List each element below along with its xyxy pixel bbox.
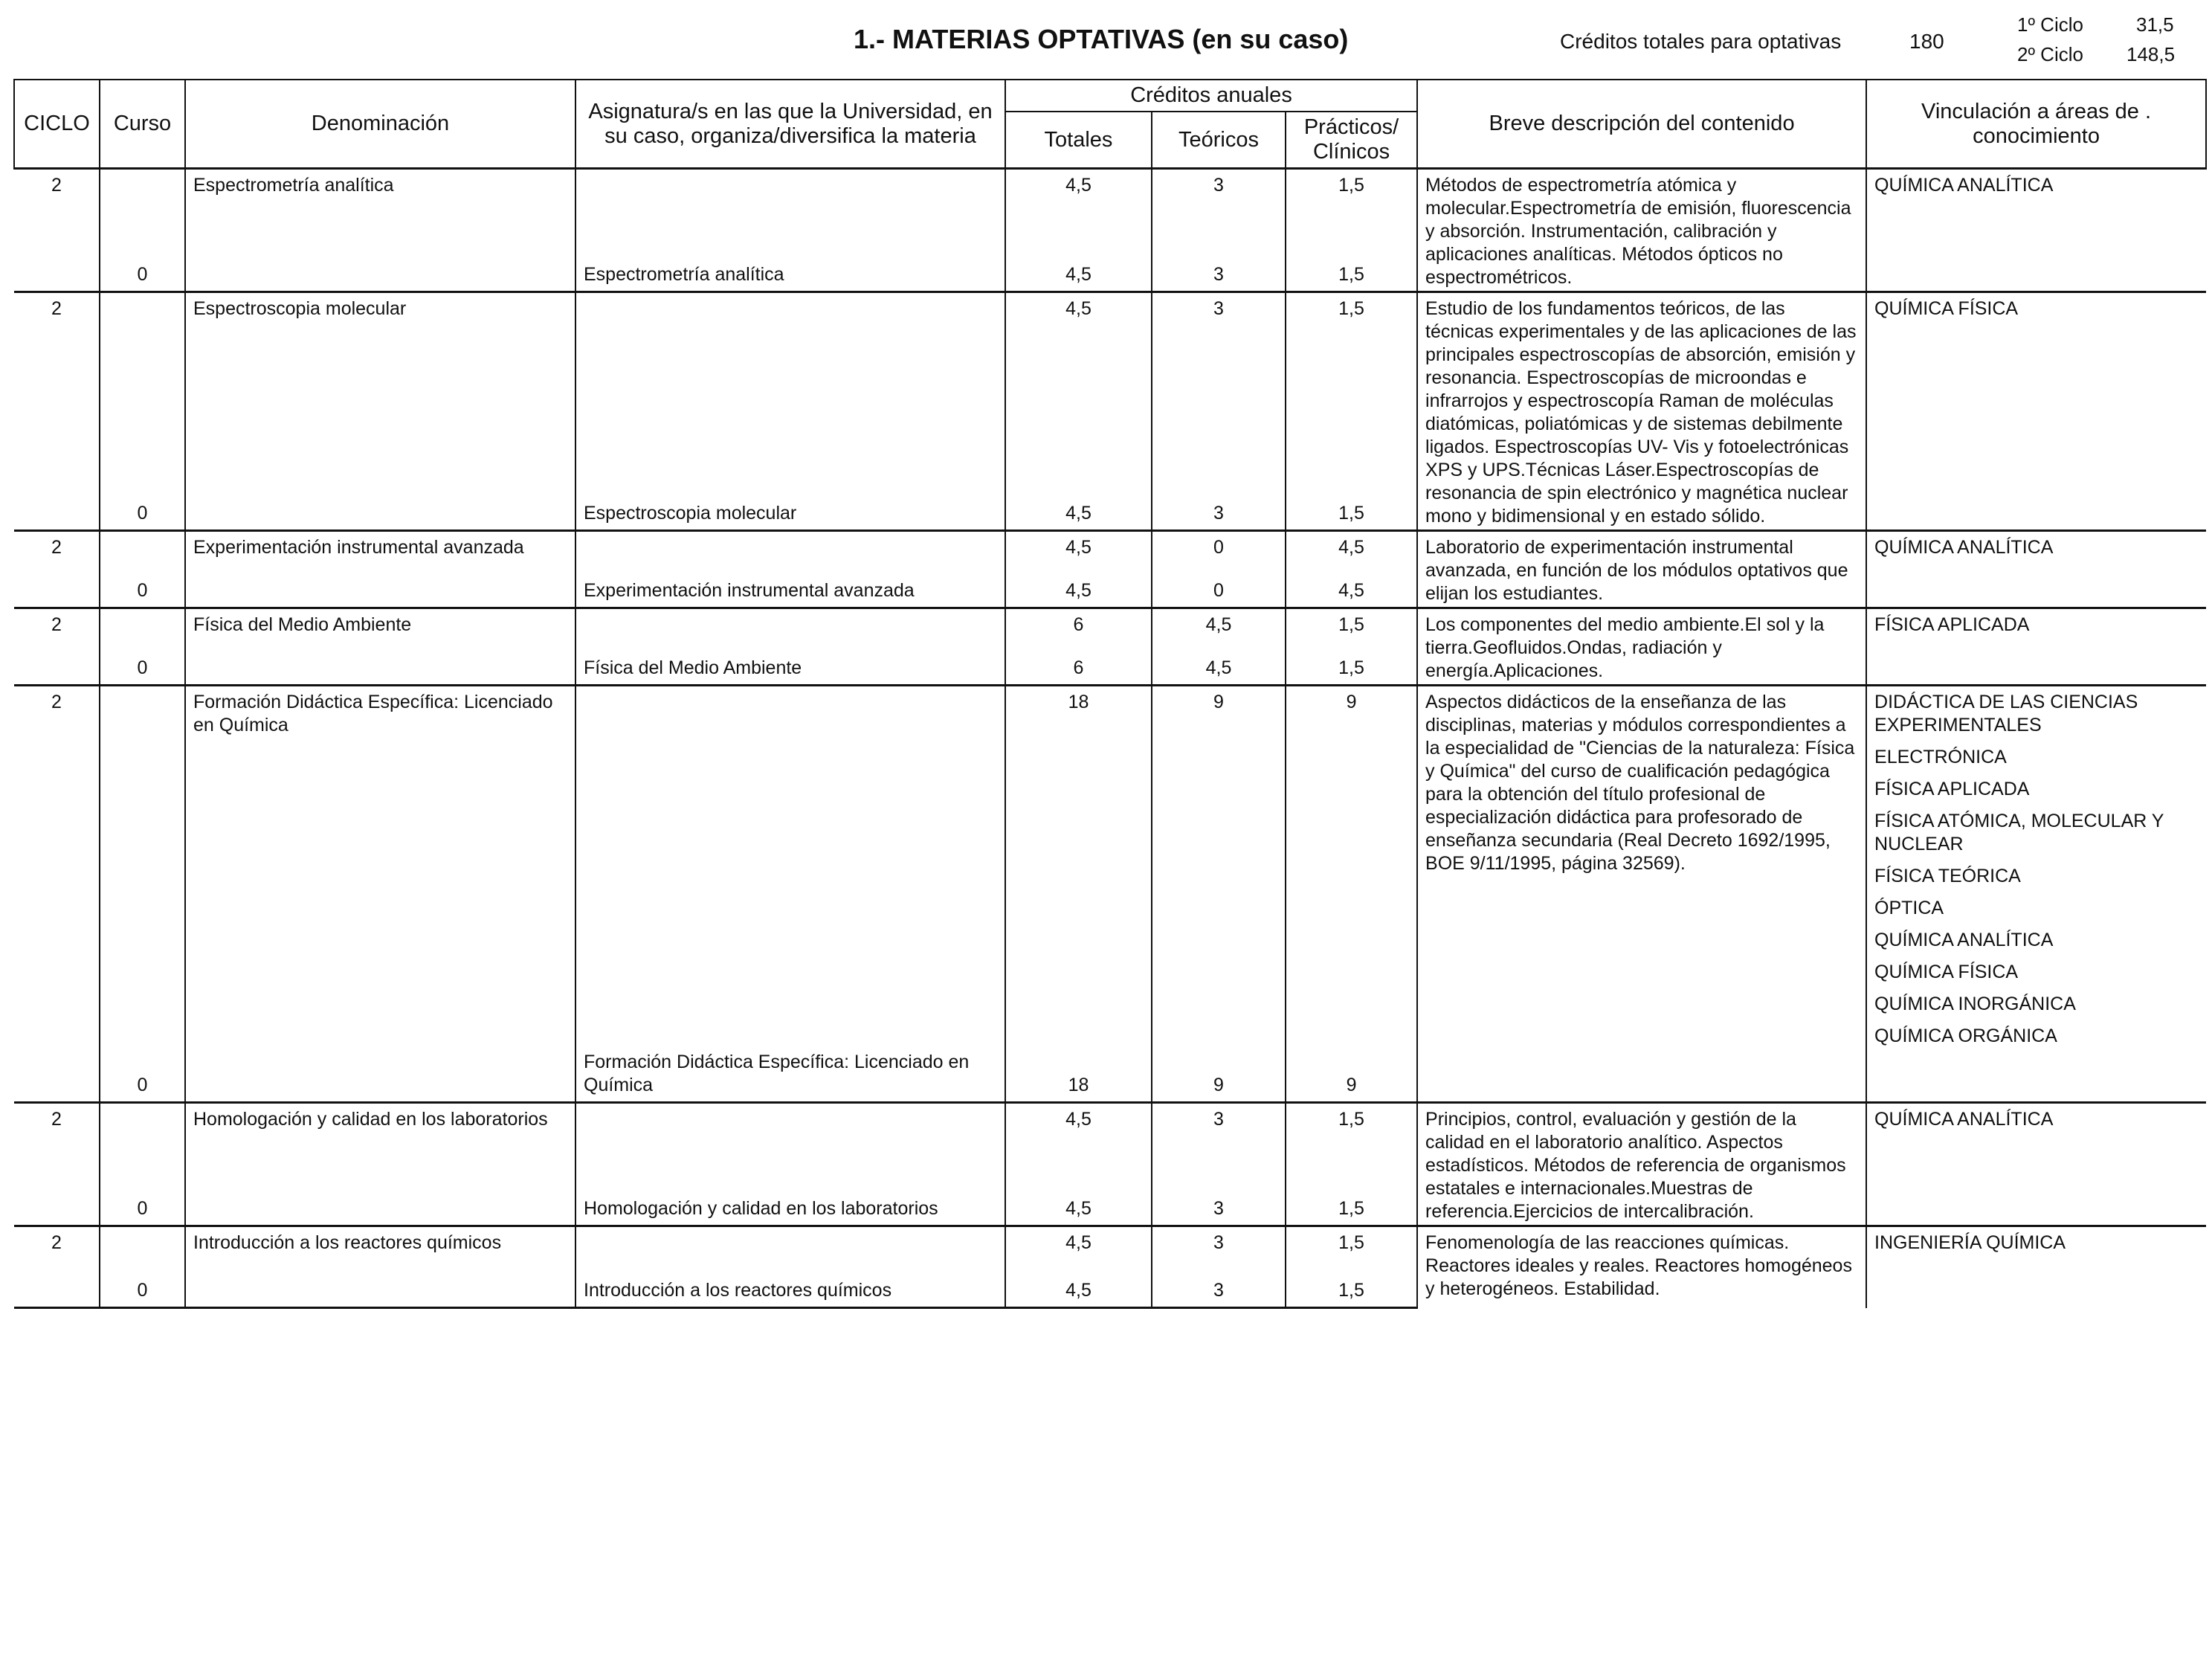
teoricos-cell: 3 (1152, 1226, 1286, 1257)
sub-teoricos-cell: 3 (1152, 255, 1286, 292)
ciclo-cell: 2 (14, 1226, 100, 1257)
asignatura-cell (575, 1103, 1005, 1197)
credits-label: Créditos totales para optativas (1560, 30, 1842, 53)
asignatura-cell (575, 1226, 1005, 1257)
sub-ciclo-cell (14, 1196, 100, 1226)
col-creditos-anuales: Créditos anuales (1005, 80, 1417, 112)
area-item: ELECTRÓNICA (1874, 747, 2007, 767)
practicos-cell: 4,5 (1286, 531, 1417, 579)
curso-cell (100, 292, 185, 501)
sub-ciclo-cell (14, 655, 100, 686)
sub-curso-cell: 0 (100, 1256, 185, 1308)
totales-cell: 6 (1005, 608, 1152, 656)
areas-cell (1866, 292, 2206, 531)
denominacion-cell: Formación Didáctica Específica: Licenciado en Química (185, 686, 575, 739)
sub-practicos-cell: 1,5 (1286, 255, 1417, 292)
table-row (14, 608, 2206, 656)
area-item: QUÍMICA ANALÍTICA (1874, 930, 2054, 950)
col-totales: Totales (1005, 112, 1152, 169)
col-practicos: Prácticos/ Clínicos (1286, 112, 1417, 169)
curso-cell (100, 686, 185, 739)
descripcion-cell: Los componentes del medio ambiente.El sol y la tierra.Geofluidos.Ondas, radiación y energía.Aplicaciones. (1417, 608, 1866, 686)
ciclo-cell: 2 (14, 608, 100, 656)
sub-teoricos-cell: 0 (1152, 578, 1286, 608)
curso-cell (100, 1226, 185, 1257)
totales-cell: 18 (1005, 686, 1152, 739)
sub-ciclo-cell (14, 255, 100, 292)
asignatura-cell (575, 686, 1005, 739)
sub-totales-cell: 18 (1005, 738, 1152, 1103)
ciclo-cell: 2 (14, 686, 100, 739)
sub-denominacion-cell (185, 738, 575, 1103)
curso-cell (100, 1103, 185, 1197)
practicos-cell: 1,5 (1286, 169, 1417, 256)
area-item: QUÍMICA FÍSICA (1874, 298, 2019, 319)
teoricos-cell: 3 (1152, 169, 1286, 256)
col-denominacion: Denominación (185, 80, 575, 169)
ciclo-cell: 2 (14, 169, 100, 256)
col-descripcion: Breve descripción del contenido (1417, 80, 1866, 169)
areas-cell (1866, 608, 2206, 686)
descripcion-cell: Métodos de espectrometría atómica y molecular.Espectrometría de emisión, fluorescencia y absorción. Instrumentación, calibración y aplicaciones analíticas. Métodos ópticos no espectrométricos. (1417, 169, 1866, 292)
sub-denominacion-cell (185, 1256, 575, 1308)
sub-denominacion-cell (185, 255, 575, 292)
cycle-2-value: 148,5 (2126, 43, 2176, 65)
sub-teoricos-cell: 3 (1152, 1196, 1286, 1226)
ciclo-cell: 2 (14, 292, 100, 501)
sub-totales-cell: 4,5 (1005, 1196, 1152, 1226)
areas-cell (1866, 686, 2206, 1103)
descripcion-cell: Estudio de los fundamentos teóricos, de las técnicas experimentales y de las aplicaciones de las principales espectroscopías de absorción, emisión y resonancia. Espectroscopías de microondas e infrarrojos y espectroscopía Raman de moléculas diatómicas, poliatómicas y de sistemas debilmente ligados. Espectroscopías UV- Vis y fotoelectrónicas XPS y UPS.Técnicas Láser.Espectroscopías de resonancia de spin electrónico y magnética nuclear mono y bidimensional y en estado sólido. (1417, 292, 1866, 531)
practicos-cell: 9 (1286, 686, 1417, 739)
area-item: ÓPTICA (1874, 898, 1944, 918)
sub-teoricos-cell: 3 (1152, 500, 1286, 531)
ciclo-cell: 2 (14, 1103, 100, 1197)
denominacion-cell: Física del Medio Ambiente (185, 608, 575, 656)
sub-totales-cell: 4,5 (1005, 500, 1152, 531)
practicos-cell: 1,5 (1286, 1226, 1417, 1257)
asignatura-cell (575, 608, 1005, 656)
table-row (14, 292, 2206, 501)
area-item: FÍSICA APLICADA (1874, 614, 2030, 635)
areas-cell (1866, 1103, 2206, 1226)
sub-asignatura-cell: Formación Didáctica Específica: Licenciado en Química (575, 738, 1005, 1103)
optativas-table (13, 79, 2207, 1309)
areas-cell (1866, 1226, 2206, 1308)
asignatura-cell (575, 169, 1005, 256)
curso-cell (100, 531, 185, 579)
denominacion-cell: Homologación y calidad en los laboratorios (185, 1103, 575, 1197)
sub-curso-cell: 0 (100, 738, 185, 1103)
curso-cell (100, 608, 185, 656)
denominacion-cell: Espectroscopia molecular (185, 292, 575, 501)
table-row (14, 686, 2206, 739)
table-row (14, 1226, 2206, 1257)
totales-cell: 4,5 (1005, 292, 1152, 501)
sub-asignatura-cell: Introducción a los reactores químicos (575, 1256, 1005, 1308)
totales-cell: 4,5 (1005, 1103, 1152, 1197)
document-sheet (13, 13, 2205, 1672)
areas-cell (1866, 531, 2206, 608)
totales-cell: 4,5 (1005, 531, 1152, 579)
sub-totales-cell: 4,5 (1005, 578, 1152, 608)
asignatura-cell (575, 292, 1005, 501)
sub-practicos-cell: 4,5 (1286, 578, 1417, 608)
sub-practicos-cell: 1,5 (1286, 500, 1417, 531)
area-item: DIDÁCTICA DE LAS CIENCIAS EXPERIMENTALES (1874, 692, 2138, 735)
sub-curso-cell: 0 (100, 255, 185, 292)
asignatura-cell (575, 531, 1005, 579)
sub-ciclo-cell (14, 500, 100, 531)
teoricos-cell: 3 (1152, 1103, 1286, 1197)
sub-asignatura-cell: Homologación y calidad en los laboratorios (575, 1196, 1005, 1226)
area-item: FÍSICA TEÓRICA (1874, 866, 2021, 886)
descripcion-cell: Principios, control, evaluación y gestión de la calidad en el laboratorio analítico. Aspectos estadísticos. Métodos de referencia de organismos estatales e internacionales.Muestras de referencia.Ejercicios de intercalibración. (1417, 1103, 1866, 1226)
sub-totales-cell: 4,5 (1005, 255, 1152, 292)
ciclo-cell: 2 (14, 531, 100, 579)
sub-curso-cell: 0 (100, 1196, 185, 1226)
sub-asignatura-cell: Experimentación instrumental avanzada (575, 578, 1005, 608)
sub-asignatura-cell: Espectroscopia molecular (575, 500, 1005, 531)
sub-totales-cell: 4,5 (1005, 1256, 1152, 1308)
sub-curso-cell: 0 (100, 655, 185, 686)
cycle-1-value: 31,5 (2136, 13, 2174, 36)
col-asignatura: Asignatura/s en las que la Universidad, en su caso, organiza/diversifica la materia (575, 80, 1005, 169)
sub-asignatura-cell: Espectrometría analítica (575, 255, 1005, 292)
curso-cell (100, 169, 185, 256)
totales-cell: 4,5 (1005, 1226, 1152, 1257)
sub-ciclo-cell (14, 738, 100, 1103)
sub-denominacion-cell (185, 655, 575, 686)
area-item: QUÍMICA ANALÍTICA (1874, 537, 2054, 558)
descripcion-cell: Aspectos didácticos de la enseñanza de las disciplinas, materias y módulos correspondientes a la especialidad de "Ciencias de la naturaleza: Física y Química" del curso de cualificación pedagógica para la obtención del título profesional de especialización didáctica para profesorado de enseñanza secundaria (Real Decreto 1692/1995, BOE 9/11/1995, página 32569). (1417, 686, 1866, 1103)
sub-curso-cell: 0 (100, 578, 185, 608)
practicos-cell: 1,5 (1286, 608, 1417, 656)
teoricos-cell: 0 (1152, 531, 1286, 579)
sub-curso-cell: 0 (100, 500, 185, 531)
page-title: 1.- MATERIAS OPTATIVAS (en su caso) (854, 24, 1349, 54)
descripcion-cell: Fenomenología de las reacciones químicas. Reactores ideales y reales. Reactores homogéneos y heterogéneos. Estabilidad. (1417, 1226, 1866, 1308)
sub-ciclo-cell (14, 578, 100, 608)
teoricos-cell: 4,5 (1152, 608, 1286, 656)
col-curso: Curso (100, 80, 185, 169)
totales-cell: 4,5 (1005, 169, 1152, 256)
area-item: FÍSICA APLICADA (1874, 779, 2030, 799)
descripcion-cell: Laboratorio de experimentación instrumental avanzada, en función de los módulos optativos que elijan los estudiantes. (1417, 531, 1866, 608)
area-item: QUÍMICA ORGÁNICA (1874, 1026, 2057, 1046)
denominacion-cell: Espectrometría analítica (185, 169, 575, 256)
table-row (14, 169, 2206, 256)
practicos-cell: 1,5 (1286, 1103, 1417, 1197)
teoricos-cell: 9 (1152, 686, 1286, 739)
denominacion-cell: Introducción a los reactores químicos (185, 1226, 575, 1257)
sub-practicos-cell: 1,5 (1286, 1256, 1417, 1308)
cycle-2-label: 2º Ciclo (2017, 43, 2083, 65)
area-item: FÍSICA ATÓMICA, MOLECULAR Y NUCLEAR (1874, 811, 2164, 854)
col-ciclo: CICLO (14, 80, 100, 169)
practicos-cell: 1,5 (1286, 292, 1417, 501)
area-item: QUÍMICA INORGÁNICA (1874, 994, 2076, 1014)
sub-practicos-cell: 1,5 (1286, 1196, 1417, 1226)
sub-ciclo-cell (14, 1256, 100, 1308)
sub-practicos-cell: 9 (1286, 738, 1417, 1103)
table-row (14, 1103, 2206, 1197)
sub-teoricos-cell: 9 (1152, 738, 1286, 1103)
col-teoricos: Teóricos (1152, 112, 1286, 169)
sub-totales-cell: 6 (1005, 655, 1152, 686)
credits-total: 180 (1909, 30, 1944, 53)
sub-teoricos-cell: 3 (1152, 1256, 1286, 1308)
sub-denominacion-cell (185, 500, 575, 531)
denominacion-cell: Experimentación instrumental avanzada (185, 531, 575, 579)
optativas-table-wrap (13, 79, 2205, 1309)
area-item: QUÍMICA FÍSICA (1874, 962, 2019, 982)
area-item: QUÍMICA ANALÍTICA (1874, 175, 2054, 196)
col-vinculacion: Vinculación a áreas de . conocimiento (1866, 80, 2206, 169)
sub-practicos-cell: 1,5 (1286, 655, 1417, 686)
area-item: INGENIERÍA QUÍMICA (1874, 1232, 2066, 1253)
table-row (14, 531, 2206, 579)
areas-cell (1866, 169, 2206, 292)
sub-denominacion-cell (185, 578, 575, 608)
teoricos-cell: 3 (1152, 292, 1286, 501)
table-body (14, 169, 2206, 1308)
sub-asignatura-cell: Física del Medio Ambiente (575, 655, 1005, 686)
cycle-1-label: 1º Ciclo (2017, 13, 2083, 36)
sub-teoricos-cell: 4,5 (1152, 655, 1286, 686)
area-item: QUÍMICA ANALÍTICA (1874, 1109, 2054, 1130)
sub-denominacion-cell (185, 1196, 575, 1226)
